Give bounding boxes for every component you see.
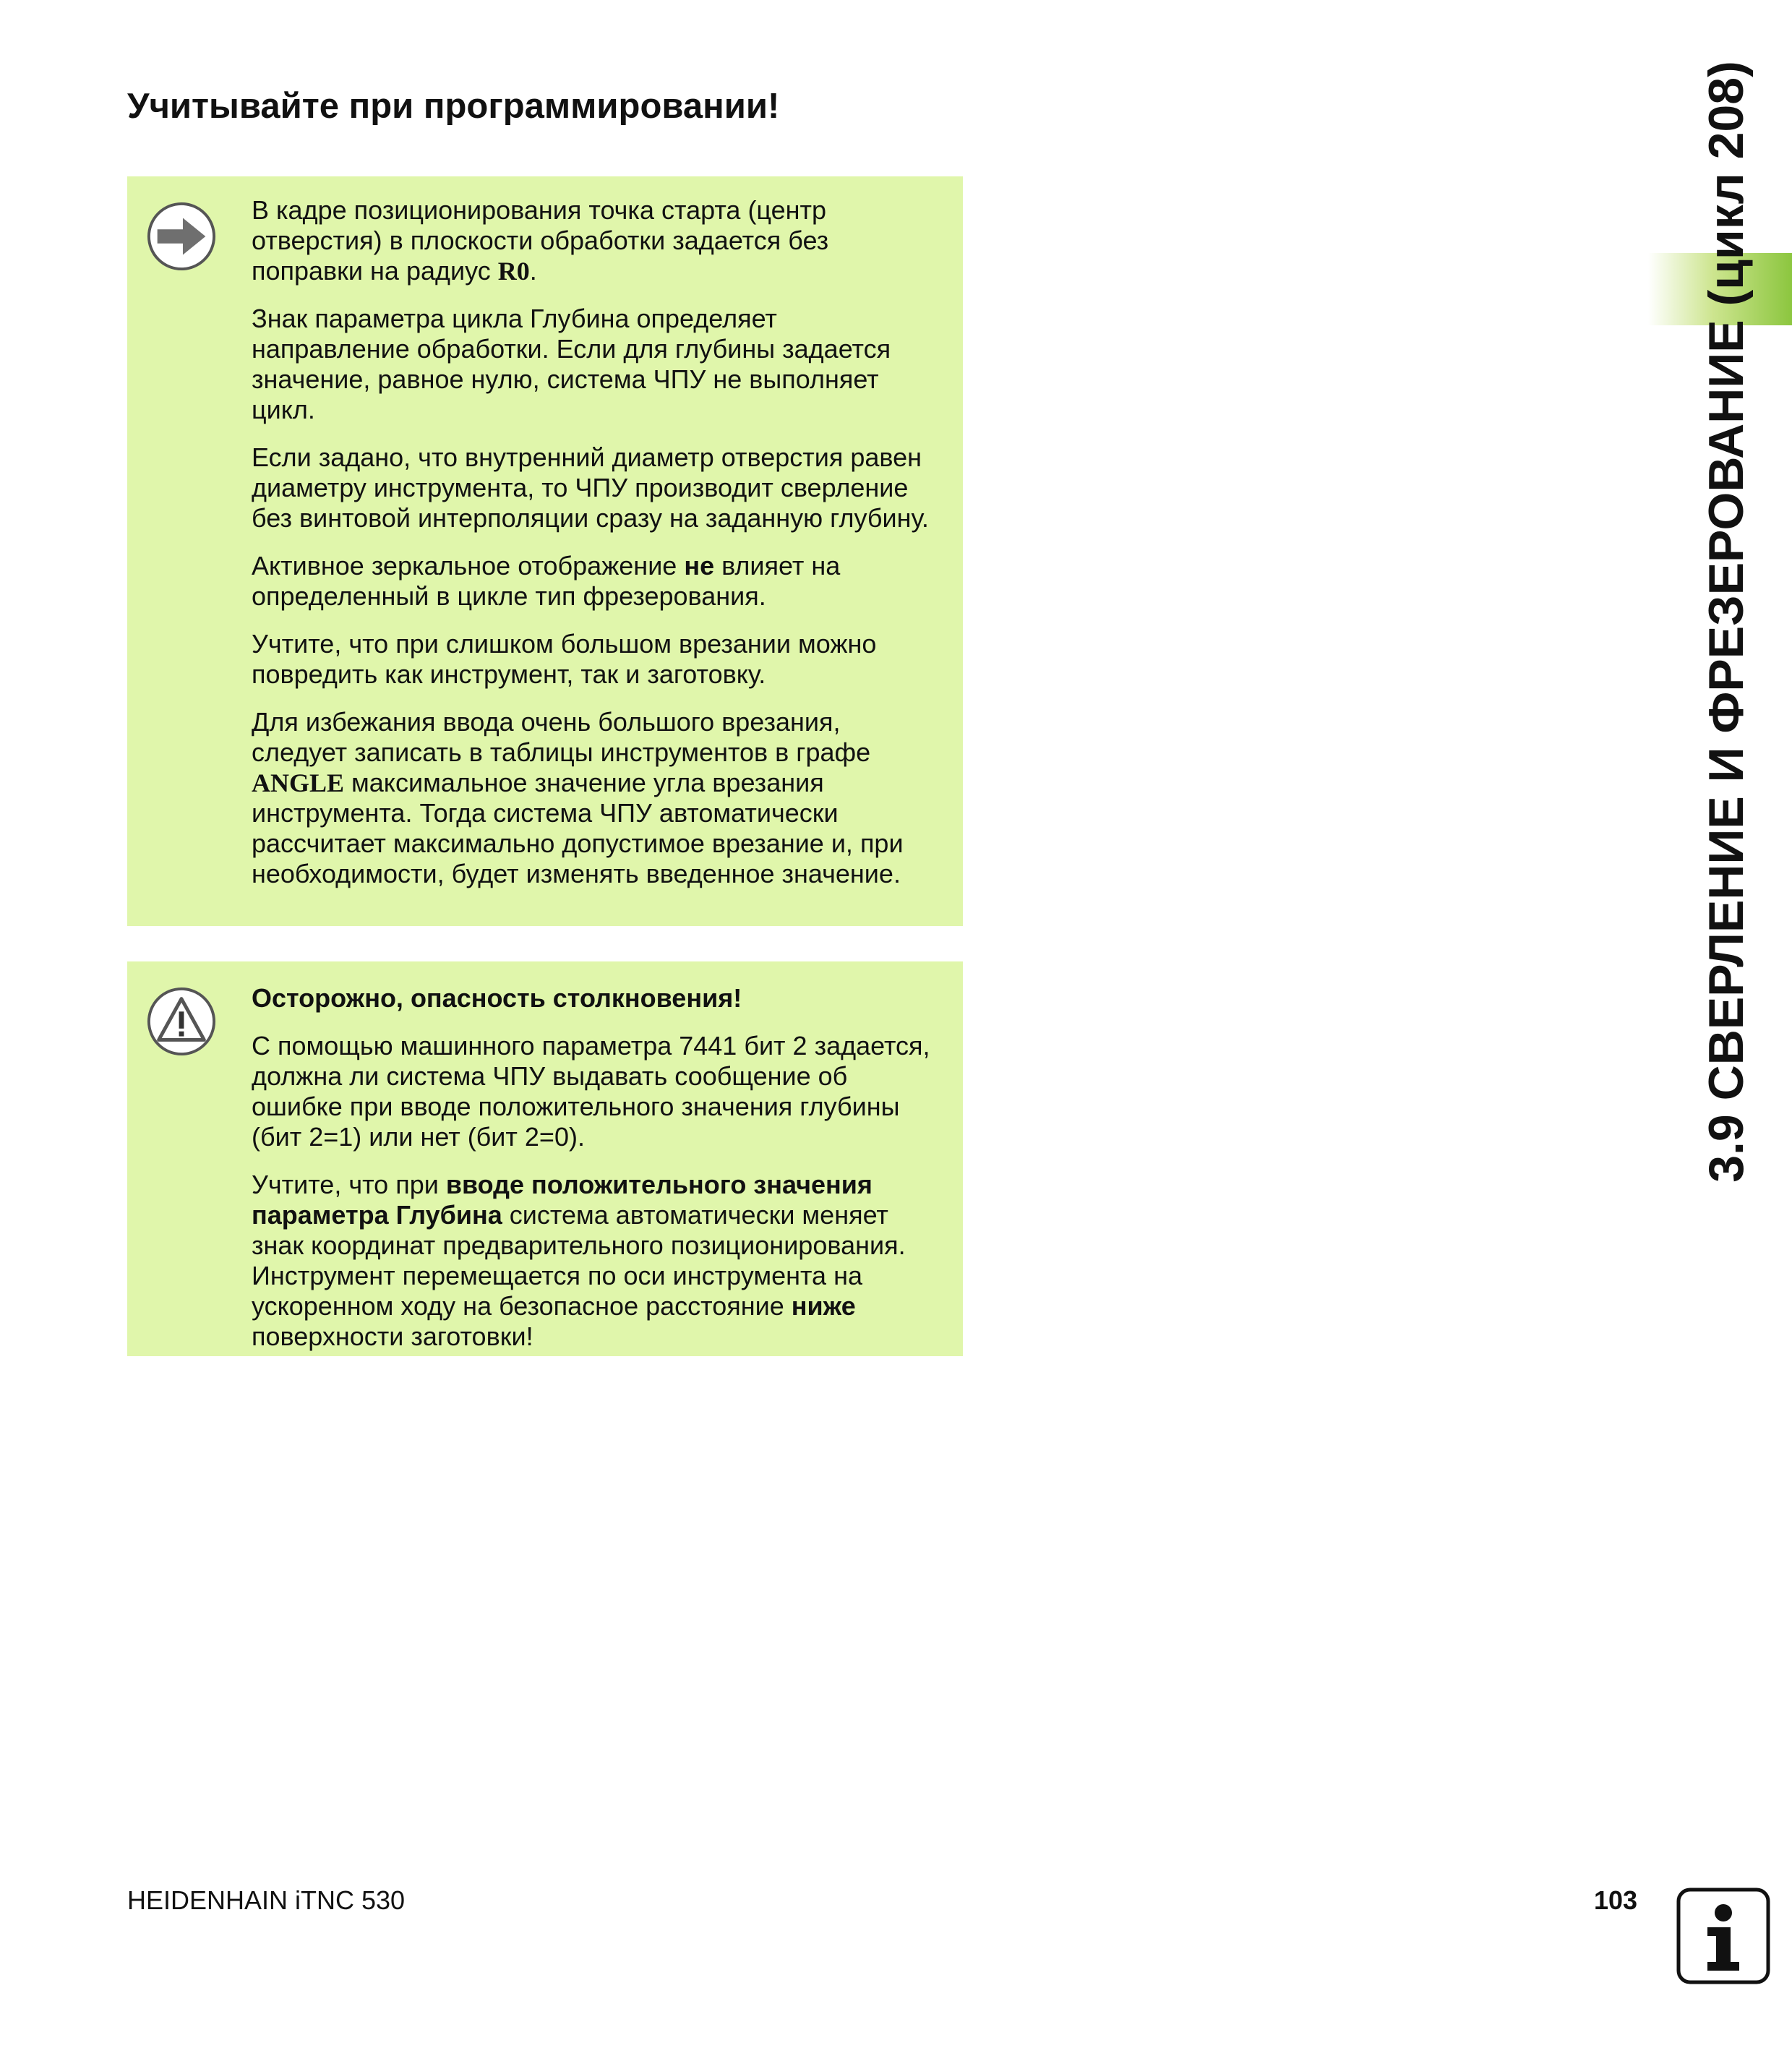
page-heading: Учитывайте при программировании!: [127, 87, 780, 126]
text-segment: максимальное значение угла врезания инструмента. Тогда система ЧПУ автоматически рассчитает максимально допустимое врезание и, при необходимости, будет изменять введенное значение.: [252, 768, 904, 888]
text-segment: вводе положительного значения параметра Глубина: [252, 1170, 873, 1230]
text-segment: .: [529, 256, 537, 286]
text-segment: Учтите, что при слишком большом врезании можно повредить как инструмент, так и заготовку.: [252, 629, 877, 689]
info-icon: [1676, 1887, 1771, 1985]
warning-content: [252, 983, 940, 1352]
footer-product-name: HEIDENHAIN iTNC 530: [127, 1885, 406, 1915]
text-segment: Осторожно, опасность столкновения!: [252, 983, 742, 1013]
paragraph: [252, 707, 940, 889]
text-segment: Если задано, что внутренний диаметр отверстия равен диаметру инструмента, то ЧПУ производит сверление без винтовой интерполяции сразу на заданную глубину.: [252, 442, 929, 533]
paragraph: [252, 195, 940, 286]
note-box: [127, 176, 963, 926]
paragraph: [252, 983, 940, 1014]
text-segment: Учтите, что при: [252, 1170, 446, 1199]
text-segment: R0: [497, 257, 530, 286]
text-segment: поверхности заготовки!: [252, 1321, 533, 1351]
note-content: [252, 195, 940, 889]
arrow-right-icon: [146, 201, 217, 272]
warning-triangle-icon: [146, 986, 217, 1057]
section-title-vertical: 3.9 СВЕРЛЕНИЕ И ФРЕЗЕРОВАНИЕ (цикл 208): [1699, 61, 1754, 1183]
paragraph: [252, 629, 940, 690]
paragraph: [252, 442, 940, 534]
text-segment: система автоматически меняет знак координат предварительного позиционирования. Инструмент перемещается по оси инструмента на ускоренном ходу на безопасное расстояние: [252, 1200, 906, 1321]
paragraph: [252, 1031, 940, 1152]
text-segment: В кадре позиционирования точка старта (центр отверстия) в плоскости обработки задается без поправки на радиус: [252, 195, 829, 286]
text-segment: Знак параметра цикла Глубина определяет направление обработки. Если для глубины задается значение, равное нулю, система ЧПУ не выполняет цикл.: [252, 304, 891, 424]
text-segment: влияет на определенный в цикле тип фрезерования.: [252, 551, 841, 611]
text-segment: Активное зеркальное отображение: [252, 551, 685, 580]
page-number: 103: [1594, 1885, 1638, 1915]
text-segment: ниже: [791, 1291, 856, 1321]
warning-box: [127, 961, 963, 1356]
paragraph: [252, 551, 940, 612]
text-segment: Для избежания ввода очень большого врезания, следует записать в таблицы инструментов в графе: [252, 707, 871, 767]
text-segment: С помощью машинного параметра 7441 бит 2 задается, должна ли система ЧПУ выдавать сообщение об ошибке при вводе положительного значения глубины (бит 2=1) или нет (бит 2=0).: [252, 1031, 930, 1152]
paragraph: [252, 304, 940, 425]
text-segment: не: [684, 551, 715, 580]
text-segment: ANGLE: [252, 768, 345, 797]
paragraph: [252, 1170, 940, 1352]
